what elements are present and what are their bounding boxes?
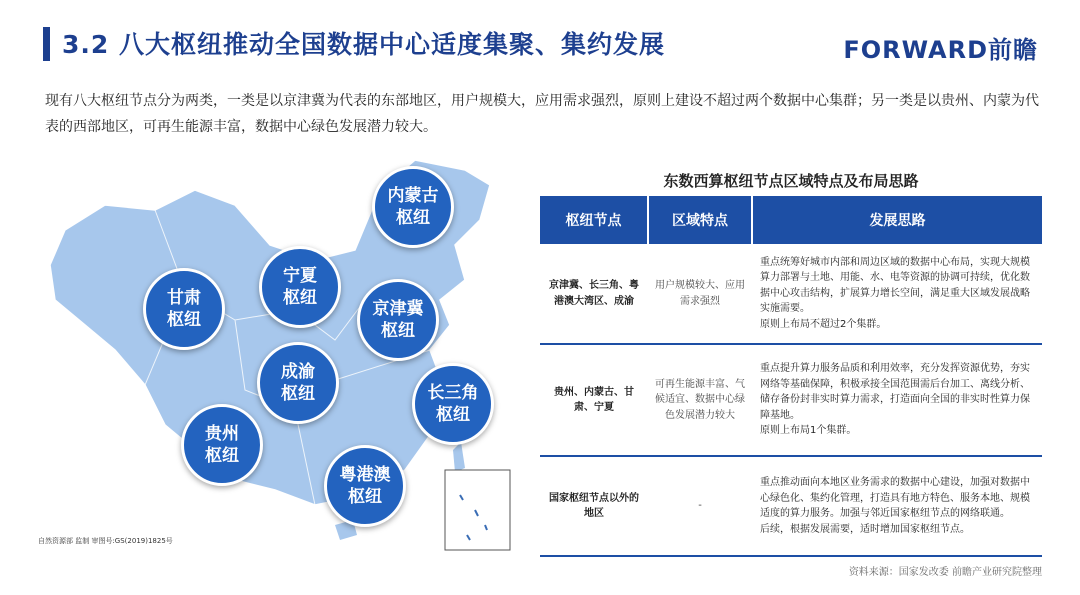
node-cell: 贵州、内蒙古、甘肃、宁夏 (540, 344, 648, 456)
brand-logo: FORWARD前瞻 (843, 36, 1038, 64)
title-accent-bar (43, 27, 50, 61)
page-title: 3.2 八大枢纽推动全国数据中心适度集聚、集约发展 (62, 30, 665, 59)
idea-cell: 重点提升算力服务品质和利用效率，充分发挥资源优势，夯实网络等基础保障，积极承接全国范围需后台加工、离线分析、储存备份封非实时算力需求，打造面向全国的非实时性算力保障基地。 原则上布局1个集群。 (752, 344, 1042, 456)
table-row (540, 344, 1042, 456)
intro-paragraph: 现有八大枢纽节点分为两类，一类是以京津冀为代表的东部地区，用户规模大，应用需求强烈，原则上建设不超过两个数据中心集群；另一类是以贵州、内蒙为代表的西部地区，可再生能源丰富，数据中心绿色发展潜力较大。 (45, 93, 1039, 135)
hub-node-ningxia: 宁夏 枢纽 (259, 246, 341, 328)
hub-node-chengyu: 成渝 枢纽 (257, 342, 339, 424)
hub-node-changsanjiao: 长三角 枢纽 (412, 363, 494, 445)
idea-cell: 重点推动面向本地区业务需求的数据中心建设，加强对数据中心绿色化、集约化管理，打造具有地方特色、服务本地、规模适度的算力服务。加强与邻近国家枢纽节点的网络联通。 后续，根据发展需要，适时增加国家枢纽节点。 (752, 456, 1042, 556)
hub-node-gansu: 甘肃 枢纽 (143, 268, 225, 350)
table-title: 东数西算枢纽节点区域特点及布局思路 (663, 172, 919, 190)
hub-node-jingjinji: 京津冀 枢纽 (357, 279, 439, 361)
map-approval-note: 自然资源部 监制 审图号:GS(2019)1825号 (38, 537, 173, 545)
hub-node-guizhou: 贵州 枢纽 (181, 404, 263, 486)
table-header-cell: 区域特点 (648, 196, 752, 244)
source-note: 资料来源：国家发改委 前瞻产业研究院整理 (848, 567, 1042, 578)
feature-cell: 用户规模较大、应用需求强烈 (648, 244, 752, 344)
feature-cell: 可再生能源丰富、气候适宜、数据中心绿色发展潜力较大 (648, 344, 752, 456)
idea-cell: 重点统筹好城市内部和周边区域的数据中心布局，实现大规模算力部署与土地、用能、水、电等资源的协调可持续，优化数据中心攻击结构，扩展算力增长空间，满足重大区域发展战略实施需要。 原则上布局不超过2个集群。 (752, 244, 1042, 344)
table-header-cell: 发展思路 (752, 196, 1042, 244)
table-row (540, 244, 1042, 344)
node-cell: 京津冀、长三角、粤港澳大湾区、成渝 (540, 244, 648, 344)
table-row (540, 456, 1042, 556)
table-header-row (540, 196, 1042, 244)
map-taiwan (453, 442, 465, 472)
feature-cell: - (648, 456, 752, 556)
china-map (35, 150, 535, 560)
hub-node-neimenggu: 内蒙古 枢纽 (372, 166, 454, 248)
table-header-cell: 枢纽节点 (540, 196, 648, 244)
hub-node-yuegangao: 粤港澳 枢纽 (324, 445, 406, 527)
map-south-sea-inset (445, 470, 510, 550)
node-cell: 国家枢纽节点以外的地区 (540, 456, 648, 556)
hub-table (540, 196, 1042, 557)
